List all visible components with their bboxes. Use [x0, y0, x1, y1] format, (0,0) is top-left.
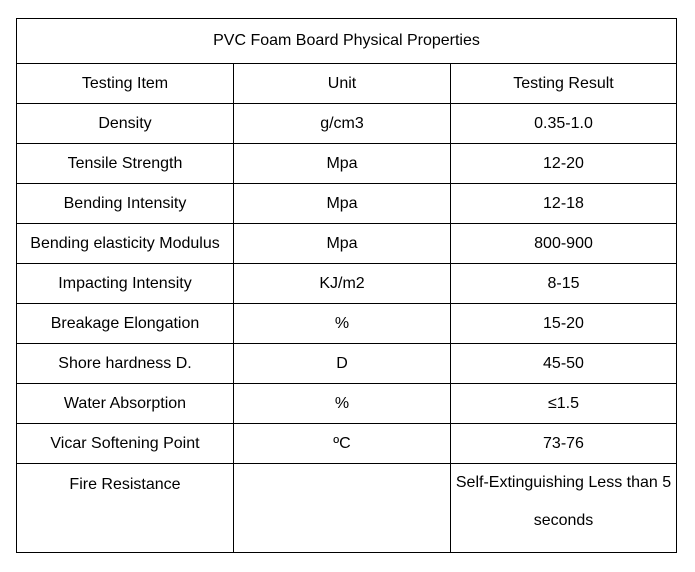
item-cell: Bending Intensity	[17, 184, 234, 224]
result-cell: 15-20	[451, 304, 677, 344]
item-cell: Fire Resistance	[17, 464, 234, 553]
result-cell: 0.35-1.0	[451, 104, 677, 144]
table-row	[17, 104, 677, 144]
result-cell: 12-18	[451, 184, 677, 224]
item-cell: Water Absorption	[17, 384, 234, 424]
table-row	[17, 304, 677, 344]
table-title: PVC Foam Board Physical Properties	[17, 19, 677, 64]
table-row	[17, 184, 677, 224]
unit-cell: KJ/m2	[234, 264, 451, 304]
result-cell: 12-20	[451, 144, 677, 184]
table-row	[17, 384, 677, 424]
result-cell: ≤1.5	[451, 384, 677, 424]
result-cell: Self-Extinguishing Less than 5 seconds	[451, 464, 677, 553]
result-cell: 73-76	[451, 424, 677, 464]
unit-cell: D	[234, 344, 451, 384]
table-row	[17, 424, 677, 464]
unit-cell: Mpa	[234, 144, 451, 184]
item-cell: Density	[17, 104, 234, 144]
result-cell: 800-900	[451, 224, 677, 264]
table-row	[17, 224, 677, 264]
unit-cell: g/cm3	[234, 104, 451, 144]
table-row	[17, 344, 677, 384]
item-cell: Tensile Strength	[17, 144, 234, 184]
table-row	[17, 264, 677, 304]
unit-cell: ºC	[234, 424, 451, 464]
header-unit: Unit	[234, 64, 451, 104]
unit-cell: %	[234, 304, 451, 344]
result-cell: 45-50	[451, 344, 677, 384]
item-cell: Vicar Softening Point	[17, 424, 234, 464]
item-cell: Shore hardness D.	[17, 344, 234, 384]
properties-table	[16, 18, 677, 553]
item-cell: Breakage Elongation	[17, 304, 234, 344]
unit-cell	[234, 464, 451, 553]
header-row	[17, 64, 677, 104]
header-testing-item: Testing Item	[17, 64, 234, 104]
item-cell: Bending elasticity Modulus	[17, 224, 234, 264]
header-testing-result: Testing Result	[451, 64, 677, 104]
table-row	[17, 144, 677, 184]
table-row	[17, 464, 677, 553]
result-cell: 8-15	[451, 264, 677, 304]
unit-cell: Mpa	[234, 184, 451, 224]
unit-cell: Mpa	[234, 224, 451, 264]
item-cell: Impacting Intensity	[17, 264, 234, 304]
unit-cell: %	[234, 384, 451, 424]
title-row	[17, 19, 677, 64]
